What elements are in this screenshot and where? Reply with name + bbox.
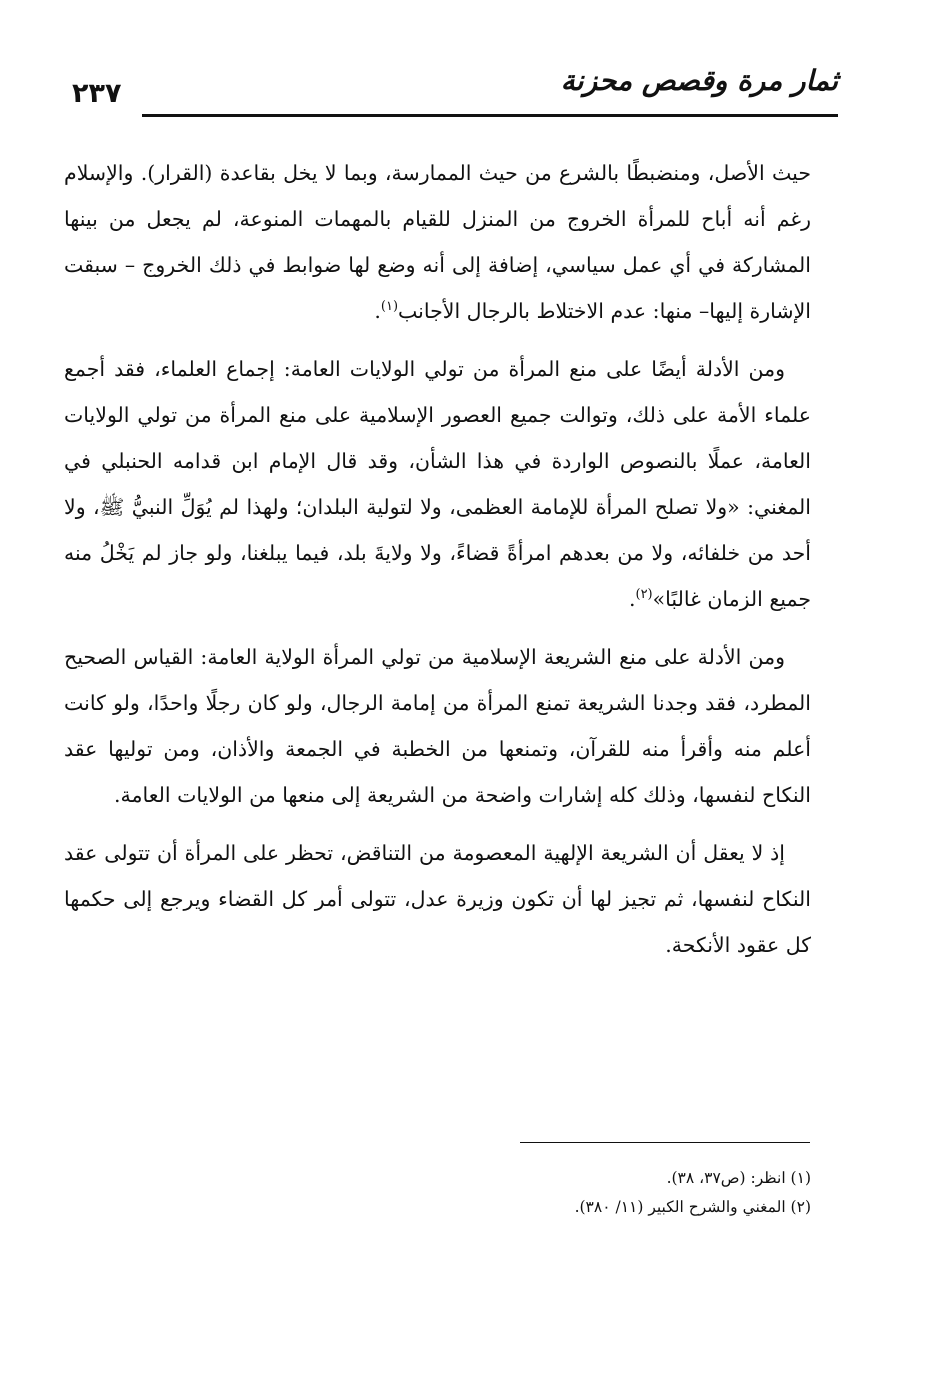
footnote-1: (١) انظر: (ص٣٧، ٣٨). xyxy=(666,1169,811,1187)
page-header xyxy=(60,64,838,120)
book-title: ثمار مرة وقصص محزنة xyxy=(560,64,838,97)
footnote-2: (٢) المغني والشرح الكبير (١١/ ٣٨٠). xyxy=(574,1198,811,1216)
main-text xyxy=(64,150,811,980)
footnote-reference: (١) xyxy=(380,299,399,315)
paragraph-1 xyxy=(64,150,811,334)
paragraph-4 xyxy=(64,830,811,968)
paragraph-end: . xyxy=(374,299,381,323)
paragraph-text: حيث الأصل، ومنضبطًا بالشرع من حيث الممارسة، وبما لا يخل بقاعدة (القرار). والإسلام رغم أنه أباح للمرأة الخروج من المنزل للقيام بالمهمات المنوعة، لم يجعل من بينها المشاركة في أي عمل سياسي، إضافة إلى أنه وضع لها ضوابط في ذلك الخروج – سبقت الإشارة إليها– منها: عدم الاختلاط بالرجال الأجانب xyxy=(64,161,811,323)
footnote-reference: (٢) xyxy=(635,587,653,603)
header-rule xyxy=(142,114,838,117)
paragraph-2 xyxy=(64,346,811,622)
footnotes xyxy=(300,1164,811,1222)
page-number: ٢٣٧ xyxy=(72,78,122,109)
paragraph-3 xyxy=(64,634,811,818)
paragraph-end: . xyxy=(628,587,636,611)
paragraph-text: إذ لا يعقل أن الشريعة الإلهية المعصومة من التناقض، تحظر على المرأة أن تتولى عقد النكاح لنفسها، ثم تجيز لها أن تكون وزيرة عدل، تتولى أمر كل القضاء ويرجع إلى حكمها كل عقود الأنكحة. xyxy=(64,841,811,957)
paragraph-text: ومن الأدلة على منع الشريعة الإسلامية من تولي المرأة الولاية العامة: القياس الصحيح المطرد، فقد وجدنا الشريعة تمنع المرأة من إمامة الرجال، ولو كان رجلًا واحدًا، ولو كانت أعلم منه وأقرأ منه للقرآن، وتمنعها من الخطبة في الجمعة والأذان، ومن توليها عقد النكاح لنفسها، وذلك كله إشارات واضحة من الشريعة إلى منعها من الولايات العامة. xyxy=(64,645,811,807)
paragraph-text: ومن الأدلة أيضًا على منع المرأة من تولي الولايات العامة: إجماع العلماء، فقد أجمع علماء الأمة على ذلك، وتوالت جميع العصور الإسلامية على منع المرأة من تولي الولايات العامة، عملًا بالنصوص الواردة في هذا الشأن، وقد قال الإمام ابن قدامه الحنبلي في المغني: «ولا تصلح المرأة للإمامة العظمى، ولا لتولية البلدان؛ ولهذا لم يُوَلِّ النبيُّ ﷺ، ولا أحد من خلفائه، ولا من بعدهم امرأةً قضاءً، ولا ولايةَ بلد، فيما يبلغنا، ولو جاز لم يَخْلُ منه جميع الزمان غالبًا» xyxy=(64,357,811,611)
footnote-separator xyxy=(520,1142,810,1143)
